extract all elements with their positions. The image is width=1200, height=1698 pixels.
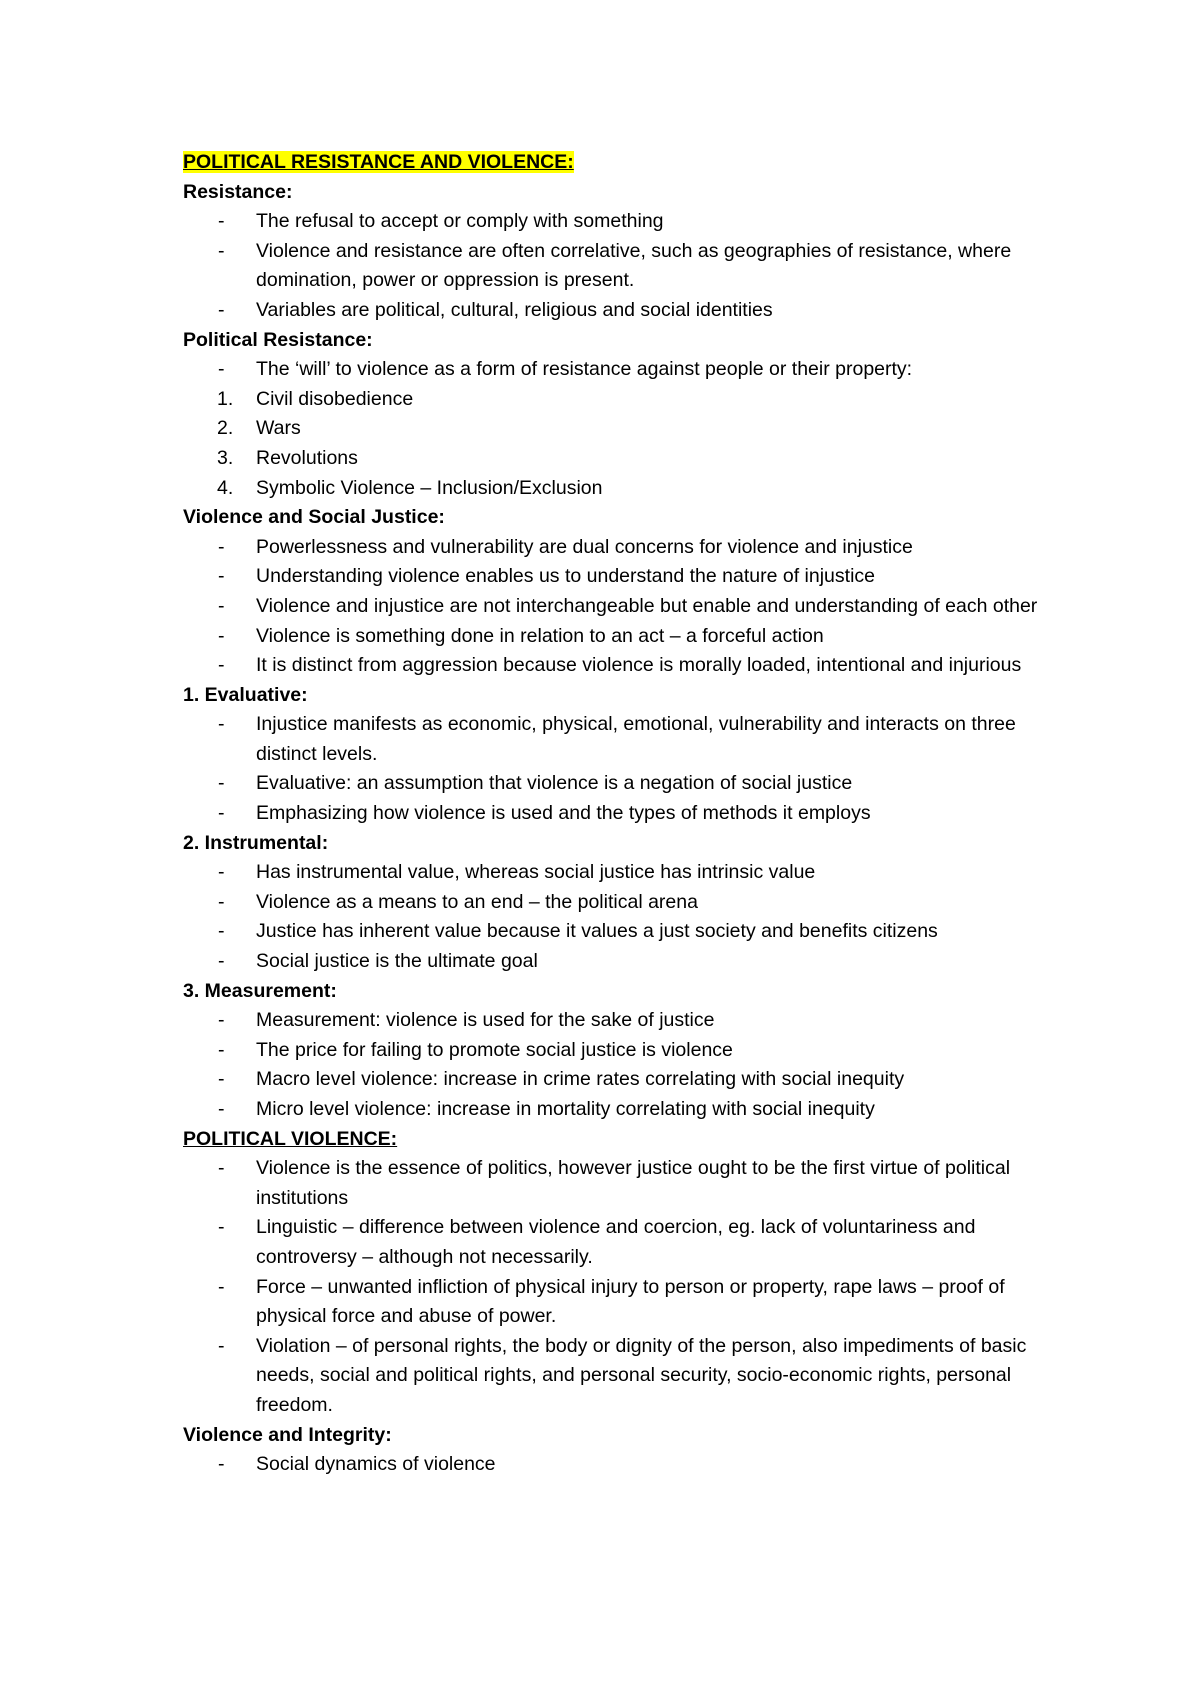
list-item: - Emphasizing how violence is used and the types of methods it employs: [218, 802, 871, 825]
list-item: - Violence as a means to an end – the political arena: [218, 890, 698, 913]
list-item: - Powerlessness and vulnerability are dual concerns for violence and injustice: [218, 535, 913, 558]
list-item: - Measurement: violence is used for the sake of justice: [218, 1009, 715, 1032]
instrumental-list: [183, 858, 1043, 976]
section-heading-resistance: Resistance:: [183, 180, 293, 203]
measurement-list: [183, 1006, 1043, 1124]
list-item: - Social dynamics of violence: [218, 1453, 496, 1476]
section-heading-violence-social-justice: Violence and Social Justice:: [183, 506, 445, 529]
list-item: - Macro level violence: increase in crime rates correlating with social inequity: [218, 1068, 905, 1091]
list-item: - Violation – of personal rights, the body or dignity of the person, also impediments of basic needs, social and political rights, and personal security, socio-economic rights, personal freedom.: [218, 1334, 1027, 1416]
document-page: [183, 148, 1043, 1480]
evaluative-list: [183, 710, 1043, 828]
list-item: - Force – unwanted infliction of physical injury to person or property, rape laws – proof of physical force and abuse of power.: [218, 1275, 1005, 1328]
resistance-forms-list: [183, 385, 1043, 503]
violence-integrity-list: [183, 1450, 1043, 1480]
section-heading-violence-integrity: Violence and Integrity:: [183, 1423, 392, 1446]
list-item: - Violence is the essence of politics, however justice ought to be the first virtue of political institutions: [218, 1157, 1011, 1209]
list-item: - The price for failing to promote social justice is violence: [218, 1038, 733, 1061]
section-heading-evaluative: 1. Evaluative:: [183, 683, 308, 706]
list-item: - Violence and resistance are often correlative, such as geographies of resistance, where domination, power or oppression is present.: [218, 239, 1012, 292]
violence-social-justice-list: [183, 533, 1043, 681]
numbered-item: 4. Symbolic Violence – Inclusion/Exclusion: [217, 476, 603, 499]
list-item: - The refusal to accept or comply with something: [218, 210, 664, 233]
list-item: - It is distinct from aggression because violence is morally loaded, intentional and injurious: [218, 654, 1022, 677]
list-item: - Evaluative: an assumption that violence is a negation of social justice: [218, 772, 853, 795]
section-heading-political-resistance: Political Resistance:: [183, 328, 373, 351]
resistance-list: [183, 207, 1043, 325]
list-item: - Violence and injustice are not interchangeable but enable and understanding of each other: [218, 594, 1038, 617]
political-violence-list: [183, 1154, 1043, 1420]
numbered-item: 3. Revolutions: [217, 446, 358, 469]
section-heading-measurement: 3. Measurement:: [183, 979, 337, 1002]
section-heading-political-violence: POLITICAL VIOLENCE:: [183, 1127, 398, 1150]
list-item: - Social justice is the ultimate goal: [218, 950, 538, 973]
list-item: - Violence is something done in relation to an act – a forceful action: [218, 624, 824, 647]
list-item: - Linguistic – difference between violence and coercion, eg. lack of voluntariness and controversy – although not necessarily.: [218, 1216, 976, 1268]
list-item: - Injustice manifests as economic, physical, emotional, vulnerability and interacts on three distinct levels.: [218, 713, 1016, 765]
numbered-item: 2. Wars: [217, 417, 301, 440]
section-heading-instrumental: 2. Instrumental:: [183, 831, 329, 854]
list-item: - Has instrumental value, whereas social justice has intrinsic value: [218, 861, 816, 884]
document-title: POLITICAL RESISTANCE AND VIOLENCE:: [183, 151, 574, 173]
list-item: - Understanding violence enables us to understand the nature of injustice: [218, 565, 875, 588]
list-item: - The ‘will’ to violence as a form of resistance against people or their property:: [218, 358, 913, 381]
numbered-item: 1. Civil disobedience: [217, 387, 414, 410]
political-resistance-list: [183, 355, 1043, 385]
list-item: - Variables are political, cultural, religious and social identities: [218, 298, 773, 321]
list-item: - Justice has inherent value because it values a just society and benefits citizens: [218, 920, 938, 943]
list-item: - Micro level violence: increase in mortality correlating with social inequity: [218, 1098, 875, 1120]
